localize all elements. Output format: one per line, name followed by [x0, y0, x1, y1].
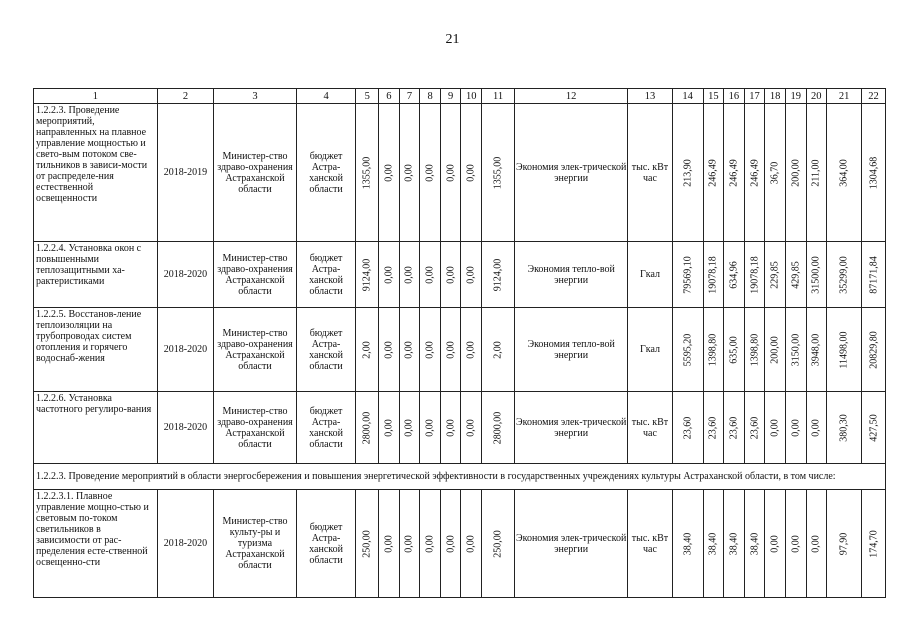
savings-v20-cell: [806, 104, 827, 242]
funding-v8-cell-value: 0,00: [424, 163, 436, 182]
savings-v22-cell: [862, 104, 886, 242]
col-header: 16: [724, 89, 745, 104]
funding-v5-cell-value: 9124,00: [361, 258, 373, 291]
funding-v5-cell-value: 250,00: [361, 529, 373, 558]
funding-v6-cell-value: 0,00: [383, 265, 395, 284]
savings-v14-cell-value: 213,90: [682, 158, 694, 187]
funding-v8-cell: [420, 308, 441, 392]
savings-v22-cell: [862, 392, 886, 464]
savings-v19-cell: [785, 104, 806, 242]
funding-v11-cell: [482, 392, 515, 464]
funding-v8-cell-value: 0,00: [424, 534, 436, 553]
savings-v17-cell-value: 38,40: [749, 532, 761, 555]
effect-cell: Экономия элек-трической энергии: [515, 104, 628, 242]
column-number-row: [34, 89, 886, 104]
executor-cell: Министер-ство культу-ры и туризма Астраханской области: [214, 490, 296, 598]
col-header: 3: [214, 89, 296, 104]
col-header: 4: [296, 89, 356, 104]
col-header: 15: [703, 89, 724, 104]
savings-v16-cell: [724, 392, 745, 464]
col-header: 22: [862, 89, 886, 104]
savings-v15-cell: [703, 242, 724, 308]
unit-cell: тыс. кВт час: [628, 392, 672, 464]
funding-v11-cell-value: 2800,00: [492, 411, 504, 444]
savings-v19-cell: [785, 308, 806, 392]
col-header: 19: [785, 89, 806, 104]
savings-v20-cell-value: 0,00: [810, 534, 822, 553]
funding-v10-cell: [461, 490, 482, 598]
col-header: 6: [379, 89, 400, 104]
period-cell: 2018-2020: [157, 392, 214, 464]
table-row: [34, 308, 886, 392]
col-header: 7: [399, 89, 420, 104]
savings-v16-cell: [724, 308, 745, 392]
col-header: 18: [765, 89, 786, 104]
savings-v19-cell: [785, 392, 806, 464]
funding-v7-cell-value: 0,00: [403, 418, 415, 437]
savings-v20-cell: [806, 392, 827, 464]
savings-v18-cell: [765, 308, 786, 392]
savings-v22-cell-value: 174,70: [868, 529, 880, 558]
source-cell: бюджет Астра-ханской области: [296, 104, 356, 242]
unit-cell: Гкал: [628, 308, 672, 392]
funding-v5-cell-value: 2,00: [361, 340, 373, 359]
savings-v15-cell: [703, 392, 724, 464]
col-header: 9: [440, 89, 461, 104]
funding-v10-cell-value: 0,00: [465, 340, 477, 359]
executor-cell: Министер-ство здраво-охранения Астраханской области: [214, 308, 296, 392]
savings-v21-cell-value: 11498,00: [838, 330, 850, 369]
measures-table: [33, 88, 886, 598]
executor-cell: Министер-ство здраво-охранения Астраханской области: [214, 104, 296, 242]
savings-v22-cell: [862, 242, 886, 308]
table-row: [34, 392, 886, 464]
savings-v16-cell-value: 23,60: [728, 416, 740, 439]
savings-v17-cell: [744, 392, 765, 464]
savings-v21-cell-value: 380,30: [838, 413, 850, 442]
funding-v5-cell-value: 1355,00: [361, 156, 373, 189]
savings-v19-cell-value: 3150,00: [790, 333, 802, 366]
funding-v9-cell-value: 0,00: [445, 265, 457, 284]
funding-v8-cell: [420, 490, 441, 598]
col-header: 2: [157, 89, 214, 104]
savings-v15-cell: [703, 308, 724, 392]
table-row: [34, 242, 886, 308]
unit-cell: тыс. кВт час: [628, 490, 672, 598]
table-row: [34, 104, 886, 242]
savings-v20-cell-value: 31500,00: [810, 255, 822, 294]
section-row: [34, 464, 886, 490]
effect-cell: Экономия тепло-вой энергии: [515, 308, 628, 392]
funding-v6-cell: [379, 490, 400, 598]
savings-v16-cell-value: 246,49: [728, 158, 740, 187]
unit-cell: Гкал: [628, 242, 672, 308]
funding-v8-cell: [420, 242, 441, 308]
savings-v22-cell: [862, 308, 886, 392]
savings-v16-cell-value: 38,40: [728, 532, 740, 555]
savings-v18-cell-value: 0,00: [769, 418, 781, 437]
source-cell: бюджет Астра-ханской области: [296, 392, 356, 464]
savings-v15-cell-value: 246,49: [707, 158, 719, 187]
savings-v18-cell: [765, 104, 786, 242]
funding-v6-cell-value: 0,00: [383, 418, 395, 437]
effect-cell: Экономия элек-трической энергии: [515, 490, 628, 598]
savings-v17-cell-value: 19078,18: [749, 255, 761, 294]
funding-v9-cell: [440, 104, 461, 242]
funding-v8-cell-value: 0,00: [424, 418, 436, 437]
savings-v14-cell-value: 23,60: [682, 416, 694, 439]
funding-v10-cell-value: 0,00: [465, 163, 477, 182]
funding-v7-cell: [399, 490, 420, 598]
savings-v15-cell: [703, 104, 724, 242]
col-header: 14: [672, 89, 703, 104]
savings-v21-cell: [827, 490, 862, 598]
funding-v9-cell: [440, 490, 461, 598]
funding-v6-cell: [379, 308, 400, 392]
savings-v22-cell-value: 427,50: [868, 413, 880, 442]
funding-v9-cell-value: 0,00: [445, 163, 457, 182]
savings-v17-cell-value: 23,60: [749, 416, 761, 439]
savings-v19-cell-value: 0,00: [790, 534, 802, 553]
funding-v10-cell: [461, 392, 482, 464]
savings-v14-cell: [672, 104, 703, 242]
funding-v11-cell-value: 2,00: [492, 340, 504, 359]
funding-v9-cell-value: 0,00: [445, 418, 457, 437]
funding-v6-cell-value: 0,00: [383, 163, 395, 182]
source-cell: бюджет Астра-ханской области: [296, 308, 356, 392]
funding-v8-cell-value: 0,00: [424, 340, 436, 359]
savings-v16-cell-value: 635,00: [728, 335, 740, 364]
savings-v15-cell-value: 19078,18: [707, 255, 719, 294]
savings-v18-cell-value: 200,00: [769, 335, 781, 364]
col-header: 17: [744, 89, 765, 104]
measure-name-cell: 1.2.2.4. Установка окон с повышенными теплозащитными ха-рактеристиками: [34, 242, 158, 308]
measure-name-cell: 1.2.2.3. Проведение мероприятий, направленных на плавное управление мощностью и свето-вым потоком све-тильников в зависи-мости от распределе-ния естественной освещенности: [34, 104, 158, 242]
savings-v20-cell-value: 3948,00: [810, 333, 822, 366]
funding-v11-cell: [482, 242, 515, 308]
funding-v5-cell: [356, 308, 379, 392]
funding-v6-cell-value: 0,00: [383, 534, 395, 553]
funding-v5-cell: [356, 490, 379, 598]
funding-v10-cell-value: 0,00: [465, 534, 477, 553]
funding-v11-cell-value: 9124,00: [492, 258, 504, 291]
funding-v6-cell: [379, 392, 400, 464]
savings-v22-cell-value: 87171,84: [868, 255, 880, 294]
savings-v20-cell: [806, 490, 827, 598]
col-header: 20: [806, 89, 827, 104]
col-header: 1: [34, 89, 158, 104]
savings-v21-cell: [827, 308, 862, 392]
funding-v10-cell: [461, 104, 482, 242]
savings-v14-cell-value: 38,40: [682, 532, 694, 555]
savings-v21-cell: [827, 392, 862, 464]
savings-v14-cell: [672, 392, 703, 464]
col-header: 11: [482, 89, 515, 104]
savings-v20-cell: [806, 242, 827, 308]
funding-v7-cell-value: 0,00: [403, 265, 415, 284]
source-cell: бюджет Астра-ханской области: [296, 242, 356, 308]
executor-cell: Министер-ство здраво-охранения Астраханской области: [214, 242, 296, 308]
col-header: 10: [461, 89, 482, 104]
savings-v21-cell-value: 364,00: [838, 158, 850, 187]
funding-v7-cell: [399, 392, 420, 464]
savings-v18-cell-value: 0,00: [769, 534, 781, 553]
savings-v16-cell-value: 634,96: [728, 260, 740, 289]
savings-v22-cell-value: 1304,68: [868, 156, 880, 189]
savings-v21-cell: [827, 242, 862, 308]
funding-v7-cell: [399, 308, 420, 392]
savings-v15-cell-value: 1398,80: [707, 333, 719, 366]
funding-v9-cell-value: 0,00: [445, 534, 457, 553]
col-header: 21: [827, 89, 862, 104]
funding-v8-cell: [420, 392, 441, 464]
savings-v14-cell: [672, 308, 703, 392]
funding-v11-cell: [482, 308, 515, 392]
savings-v15-cell-value: 23,60: [707, 416, 719, 439]
savings-v18-cell: [765, 392, 786, 464]
savings-v21-cell-value: 97,90: [838, 532, 850, 555]
savings-v14-cell-value: 79569,10: [682, 255, 694, 294]
savings-v20-cell: [806, 308, 827, 392]
funding-v10-cell-value: 0,00: [465, 418, 477, 437]
unit-cell: тыс. кВт час: [628, 104, 672, 242]
funding-v11-cell: [482, 104, 515, 242]
section-heading: 1.2.2.3. Проведение мероприятий в области энергосбережения и повышения энергетической эффективности в государственных учреждениях культуры Астраханской области, в том числе:: [34, 464, 886, 490]
savings-v15-cell-value: 38,40: [707, 532, 719, 555]
savings-v22-cell: [862, 490, 886, 598]
funding-v7-cell-value: 0,00: [403, 163, 415, 182]
funding-v7-cell: [399, 242, 420, 308]
savings-v21-cell: [827, 104, 862, 242]
savings-v18-cell: [765, 490, 786, 598]
page-number: 21: [445, 32, 460, 47]
savings-v16-cell: [724, 242, 745, 308]
period-cell: 2018-2020: [157, 242, 214, 308]
table-row: [34, 490, 886, 598]
funding-v8-cell: [420, 104, 441, 242]
col-header: 5: [356, 89, 379, 104]
period-cell: 2018-2020: [157, 490, 214, 598]
period-cell: 2018-2020: [157, 308, 214, 392]
funding-v6-cell: [379, 104, 400, 242]
funding-v6-cell: [379, 242, 400, 308]
funding-v9-cell: [440, 392, 461, 464]
savings-v15-cell: [703, 490, 724, 598]
funding-v9-cell-value: 0,00: [445, 340, 457, 359]
savings-v19-cell-value: 200,00: [790, 158, 802, 187]
funding-v11-cell-value: 1355,00: [492, 156, 504, 189]
effect-cell: Экономия элек-трической энергии: [515, 392, 628, 464]
savings-v14-cell: [672, 490, 703, 598]
executor-cell: Министер-ство здраво-охранения Астраханской области: [214, 392, 296, 464]
funding-v5-cell: [356, 104, 379, 242]
savings-v16-cell: [724, 490, 745, 598]
funding-v5-cell: [356, 392, 379, 464]
savings-v18-cell-value: 229,85: [769, 260, 781, 289]
measure-name-cell: 1.2.2.3.1. Плавное управление мощно-стью и световым по-током светильников в зависимости от рас-пределения есте-ственной освещенно-сти: [34, 490, 158, 598]
savings-v21-cell-value: 35299,00: [838, 255, 850, 294]
funding-v11-cell: [482, 490, 515, 598]
funding-v7-cell: [399, 104, 420, 242]
funding-v7-cell-value: 0,00: [403, 534, 415, 553]
savings-v17-cell: [744, 308, 765, 392]
savings-v19-cell: [785, 242, 806, 308]
funding-v10-cell-value: 0,00: [465, 265, 477, 284]
funding-v7-cell-value: 0,00: [403, 340, 415, 359]
funding-v5-cell-value: 2800,00: [361, 411, 373, 444]
measure-name-cell: 1.2.2.6. Установка частотного регулиро-вания: [34, 392, 158, 464]
source-cell: бюджет Астра-ханской области: [296, 490, 356, 598]
period-cell: 2018-2019: [157, 104, 214, 242]
savings-v14-cell-value: 5595,20: [682, 333, 694, 366]
savings-v19-cell-value: 429,85: [790, 260, 802, 289]
savings-v20-cell-value: 211,00: [810, 158, 822, 187]
savings-v19-cell: [785, 490, 806, 598]
savings-v22-cell-value: 20829,80: [868, 330, 880, 369]
funding-v10-cell: [461, 308, 482, 392]
col-header: 8: [420, 89, 441, 104]
savings-v17-cell-value: 246,49: [749, 158, 761, 187]
savings-v17-cell: [744, 242, 765, 308]
funding-v9-cell: [440, 308, 461, 392]
savings-v14-cell: [672, 242, 703, 308]
effect-cell: Экономия тепло-вой энергии: [515, 242, 628, 308]
savings-v16-cell: [724, 104, 745, 242]
funding-v8-cell-value: 0,00: [424, 265, 436, 284]
savings-v17-cell: [744, 490, 765, 598]
savings-v18-cell-value: 36,70: [769, 161, 781, 184]
savings-v20-cell-value: 0,00: [810, 418, 822, 437]
measure-name-cell: 1.2.2.5. Восстанов-ление теплоизоляции на трубопроводах систем отопления и горячего водоснаб-жения: [34, 308, 158, 392]
funding-v6-cell-value: 0,00: [383, 340, 395, 359]
col-header: 12: [515, 89, 628, 104]
savings-v18-cell: [765, 242, 786, 308]
col-header: 13: [628, 89, 672, 104]
funding-v10-cell: [461, 242, 482, 308]
funding-v11-cell-value: 250,00: [492, 529, 504, 558]
funding-v5-cell: [356, 242, 379, 308]
savings-v17-cell: [744, 104, 765, 242]
savings-v17-cell-value: 1398,80: [749, 333, 761, 366]
savings-v19-cell-value: 0,00: [790, 418, 802, 437]
funding-v9-cell: [440, 242, 461, 308]
